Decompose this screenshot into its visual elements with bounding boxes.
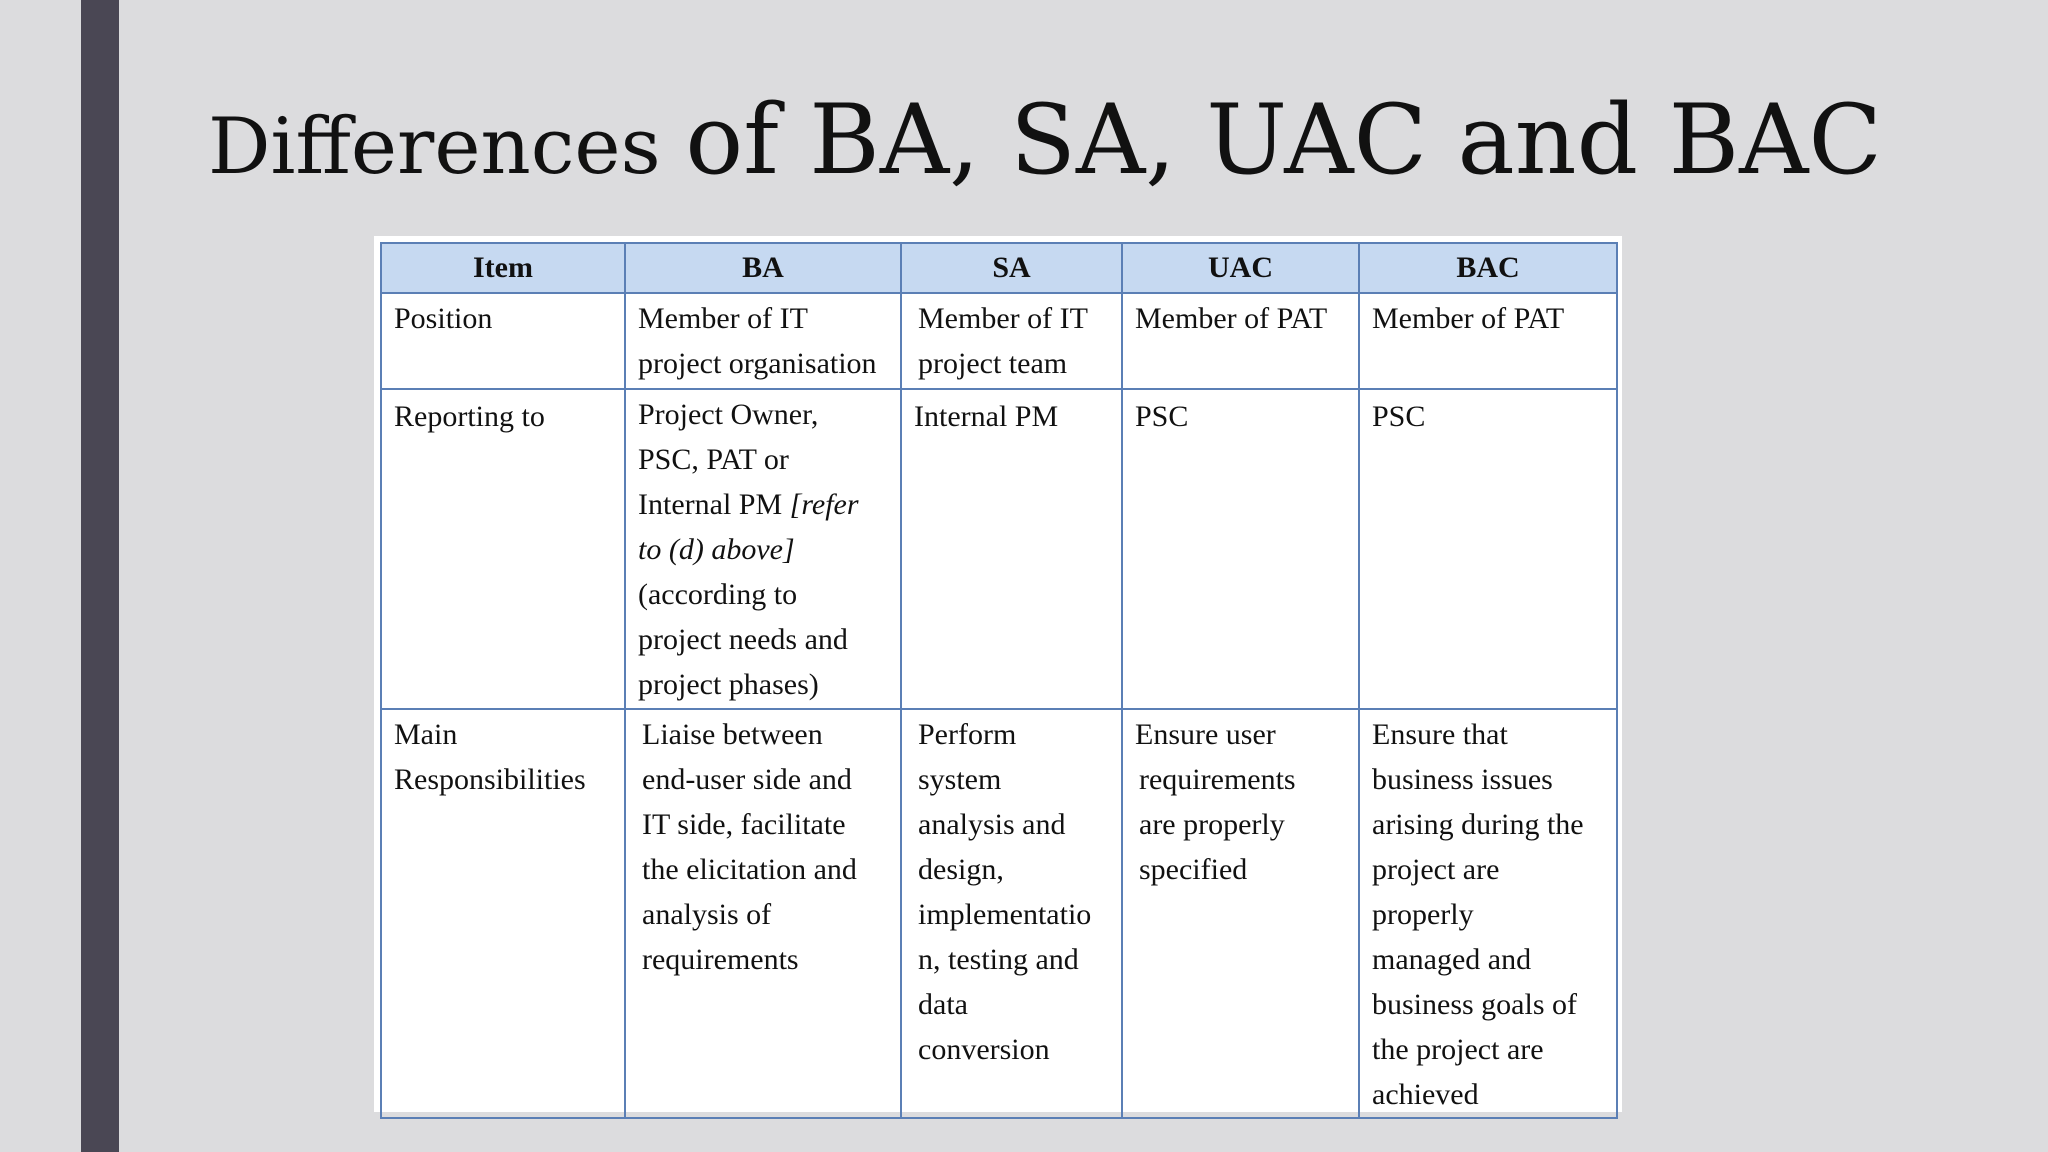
cell-text: implementatio [918,898,1092,931]
cell-text: Reporting to [394,400,545,433]
cell-text-italic: [refer [789,488,859,521]
cell-text: achieved [1372,1078,1479,1111]
cell-text: (according to [638,578,798,611]
cell-text: specified [1139,853,1248,886]
header-item: Item [381,243,625,293]
cell-text: managed and [1372,943,1532,976]
header-bac: BAC [1359,243,1617,293]
cell-text: arising during the [1372,808,1584,841]
header-uac: UAC [1122,243,1359,293]
header-sa: SA [901,243,1122,293]
cell-text: requirements [1139,763,1296,796]
header-ba: BA [625,243,901,293]
slide-title [208,84,1882,196]
cell-text: data [918,988,968,1021]
cell-text: Ensure user [1135,718,1276,751]
cell-bac [1359,709,1617,1118]
cell-text: Member of PAT [1372,302,1565,335]
table-row-responsibilities [381,709,1617,1118]
cell-bac [1359,293,1617,389]
cell-text: Liaise between [642,718,823,751]
cell-uac [1122,389,1359,709]
table-header-row [381,243,1617,293]
cell-text: Project Owner, [638,398,819,431]
cell-text: project phases) [638,668,819,701]
cell-text: Perform [918,718,1017,751]
cell-text: project needs and [638,623,848,656]
cell-text-italic: to (d) above] [638,533,795,566]
cell-text: project organisation [638,347,877,380]
cell-text: end-user side and [642,763,852,796]
cell-bac [1359,389,1617,709]
cell-text: are properly [1139,808,1285,841]
cell-text: business issues [1372,763,1553,796]
cell-uac [1122,293,1359,389]
cell-text: Member of PAT [1135,302,1328,335]
cell-text: Position [394,302,493,335]
cell-text: PSC, PAT or [638,443,789,476]
cell-ba [625,293,901,389]
cell-text: the project are [1372,1033,1544,1066]
cell-sa [901,293,1122,389]
cell-text: PSC [1372,400,1426,433]
cell-text: the elicitation and [642,853,857,886]
table-row-position [381,293,1617,389]
cell-text: n, testing and [918,943,1079,976]
cell-text: Member of IT [918,302,1088,335]
cell-text: requirements [642,943,799,976]
comparison-table [380,242,1618,1119]
cell-text: analysis of [642,898,772,931]
cell-ba [625,389,901,709]
slide-title-part1: Differences [208,102,686,192]
cell-text: conversion [918,1033,1050,1066]
cell-item [381,709,625,1118]
cell-text: business goals of [1372,988,1577,1021]
cell-text: system [918,763,1002,796]
cell-text: Internal PM [914,400,1059,433]
cell-item [381,293,625,389]
cell-text: PSC [1135,400,1189,433]
cell-text: project are [1372,853,1500,886]
cell-sa [901,389,1122,709]
cell-text: Main [394,718,458,751]
cell-text: design, [918,853,1004,886]
cell-text: Ensure that [1372,718,1508,751]
cell-text-mixed [638,482,888,527]
table-row-reporting [381,389,1617,709]
cell-text: Responsibilities [394,763,586,796]
comparison-table-frame [374,236,1622,1112]
cell-text: properly [1372,898,1474,931]
cell-uac [1122,709,1359,1118]
cell-sa [901,709,1122,1118]
cell-text: Member of IT [638,302,808,335]
accent-bar [81,0,119,1152]
cell-text: analysis and [918,808,1066,841]
cell-text: Internal PM [638,488,790,521]
cell-item [381,389,625,709]
cell-text: project team [918,347,1068,380]
cell-text: IT side, facilitate [642,808,846,841]
cell-ba [625,709,901,1118]
slide-title-part2: of BA, SA, UAC and BAC [685,84,1882,196]
